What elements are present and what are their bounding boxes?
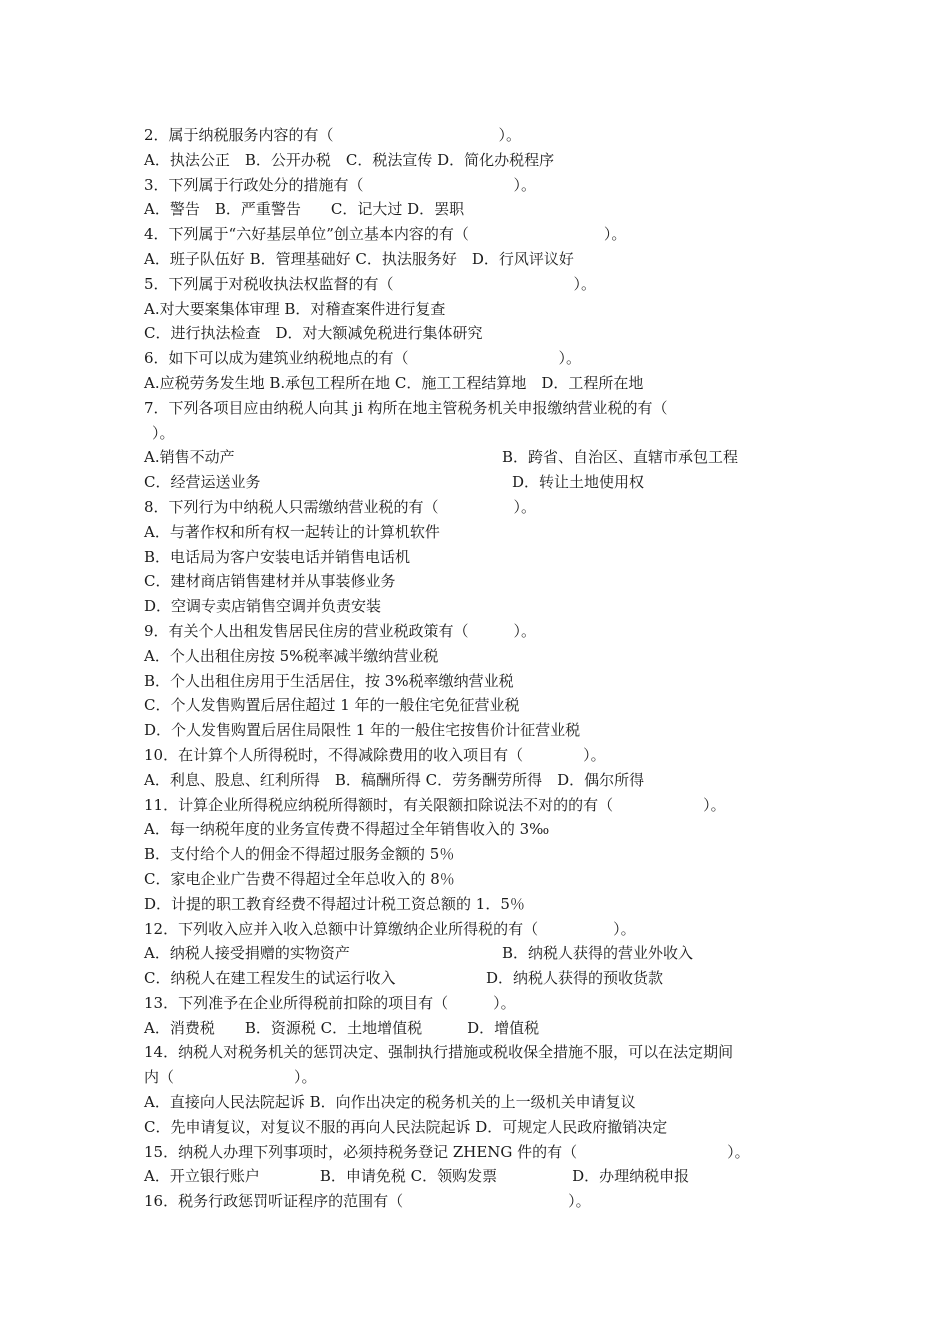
question-5-options-ab: A.对大要案集体审理 B．对稽查案件进行复查 bbox=[144, 299, 446, 318]
question-2-options: A．执法公正 B．公开办税 C．税法宣传 D．简化办税程序 bbox=[144, 150, 555, 169]
question-13: 13．下列准予在企业所得税前扣除的项目有（ ）。 bbox=[144, 993, 516, 1012]
question-13-options: A．消费税 B．资源税 C．土地增值税 D．增值税 bbox=[144, 1018, 540, 1037]
question-12-option-a: A．纳税人接受捐赠的实物资产 bbox=[144, 944, 350, 963]
question-3: 3．下列属于行政处分的措施有（ ）。 bbox=[144, 175, 537, 194]
question-9-option-d: D．个人发售购置后居住局限性 1 年的一般住宅按售价计征营业税 bbox=[144, 721, 581, 740]
question-4: 4．下列属于“六好基层单位”创立基本内容的有（ ）。 bbox=[144, 225, 627, 244]
question-11-option-a: A．每一纳税年度的业务宣传费不得超过全年销售收入的 3‰ bbox=[144, 820, 550, 839]
question-5: 5．下列属于对税收执法权监督的有（ ）。 bbox=[144, 274, 597, 293]
question-12-options-ab bbox=[144, 941, 824, 966]
question-9-option-a: A．个人出租住房按 5%税率减半缴纳营业税 bbox=[144, 646, 439, 665]
question-10: 10．在计算个人所得税时，不得减除费用的收入项目有（ ）。 bbox=[144, 745, 606, 764]
question-7-options-cd bbox=[144, 470, 824, 495]
question-7-option-b: B．跨省、自治区、直辖市承包工程 bbox=[502, 448, 739, 467]
question-7-options-ab bbox=[144, 445, 824, 470]
question-2: 2．属于纳税服务内容的有（ ）。 bbox=[144, 126, 522, 144]
question-14-options-ab: A．直接向人民法院起诉 B．向作出决定的税务机关的上一级机关申请复议 bbox=[144, 1093, 636, 1112]
question-14: 14．纳税人对税务机关的惩罚决定、强制执行措施或税收保全措施不服，可以在法定期间 bbox=[144, 1043, 734, 1062]
question-7-option-d: D．转让土地使用权 bbox=[512, 473, 645, 492]
question-10-options: A．利息、股息、红利所得 B．稿酬所得 C．劳务酬劳所得 D．偶尔所得 bbox=[144, 770, 645, 789]
question-15: 15．纳税人办理下列事项时，必须持税务登记 ZHENG 件的有（ ）。 bbox=[144, 1142, 750, 1161]
document-body bbox=[144, 123, 824, 1214]
question-11: 11．计算企业所得税应纳税所得额时，有关限额扣除说法不对的的有（ ）。 bbox=[144, 795, 726, 814]
question-11-option-b: B．支付给个人的佣金不得超过服务金额的 5％ bbox=[144, 845, 455, 864]
question-9-option-c: C．个人发售购置后居住超过 1 年的一般住宅免征营业税 bbox=[144, 696, 520, 715]
question-12-option-d: D．纳税人获得的预收货款 bbox=[486, 969, 664, 988]
question-6-options: A.应税劳务发生地 B.承包工程所在地 C．施工工程结算地 D．工程所在地 bbox=[144, 373, 644, 392]
question-11-option-d: D．计提的职工教育经费不得超过计税工资总额的 1．5％ bbox=[144, 894, 525, 913]
question-8-option-a: A．与著作权和所有权一起转让的计算机软件 bbox=[144, 522, 440, 541]
question-8: 8．下列行为中纳税人只需缴纳营业税的有（ ）。 bbox=[144, 497, 537, 516]
question-7-option-c: C．经营运送业务 bbox=[144, 473, 261, 492]
question-5-options-cd: C．进行执法检查 D．对大额减免税进行集体研究 bbox=[144, 324, 483, 343]
question-6: 6．如下可以成为建筑业纳税地点的有（ ）。 bbox=[144, 349, 582, 368]
question-12: 12．下列收入应并入收入总额中计算缴纳企业所得税的有（ ）。 bbox=[144, 919, 636, 938]
question-8-option-c: C．建材商店销售建材并从事装修业务 bbox=[144, 572, 396, 591]
question-15-options: A．开立银行账户 B．申请免税 C．领购发票 D．办理纳税申报 bbox=[144, 1167, 690, 1186]
question-7-option-a: A.销售不动产 bbox=[144, 448, 235, 467]
question-12-option-c: C．纳税人在建工程发生的试运行收入 bbox=[144, 969, 396, 988]
question-8-option-b: B．电话局为客户安装电话并销售电话机 bbox=[144, 547, 411, 566]
question-7-continuation: ）。 bbox=[152, 423, 175, 442]
question-8-option-d: D．空调专卖店销售空调并负责安装 bbox=[144, 597, 382, 616]
question-7: 7．下列各项目应由纳税人向其 ji 构所在地主管税务机关申报缴纳营业税的有（ bbox=[144, 398, 668, 417]
question-9: 9．有关个人出租发售居民住房的营业税政策有（ ）。 bbox=[144, 621, 537, 640]
question-3-options: A．警告 B．严重警告 C．记大过 D．罢职 bbox=[144, 200, 465, 219]
question-14-continuation: 内（ ）。 bbox=[144, 1068, 317, 1087]
question-9-option-b: B．个人出租住房用于生活居住，按 3%税率缴纳营业税 bbox=[144, 671, 514, 690]
question-12-options-cd bbox=[144, 966, 824, 991]
question-11-option-c: C．家电企业广告费不得超过全年总收入的 8％ bbox=[144, 869, 455, 888]
question-16: 16．税务行政惩罚听证程序的范围有（ ）。 bbox=[144, 1192, 591, 1211]
question-4-options: A．班子队伍好 B．管理基础好 C．执法服务好 D．行风评议好 bbox=[144, 249, 574, 268]
question-12-option-b: B．纳税人获得的营业外收入 bbox=[502, 944, 694, 963]
question-14-options-cd: C．先申请复议，对复议不服的再向人民法院起诉 D．可规定人民政府撤销决定 bbox=[144, 1117, 668, 1136]
